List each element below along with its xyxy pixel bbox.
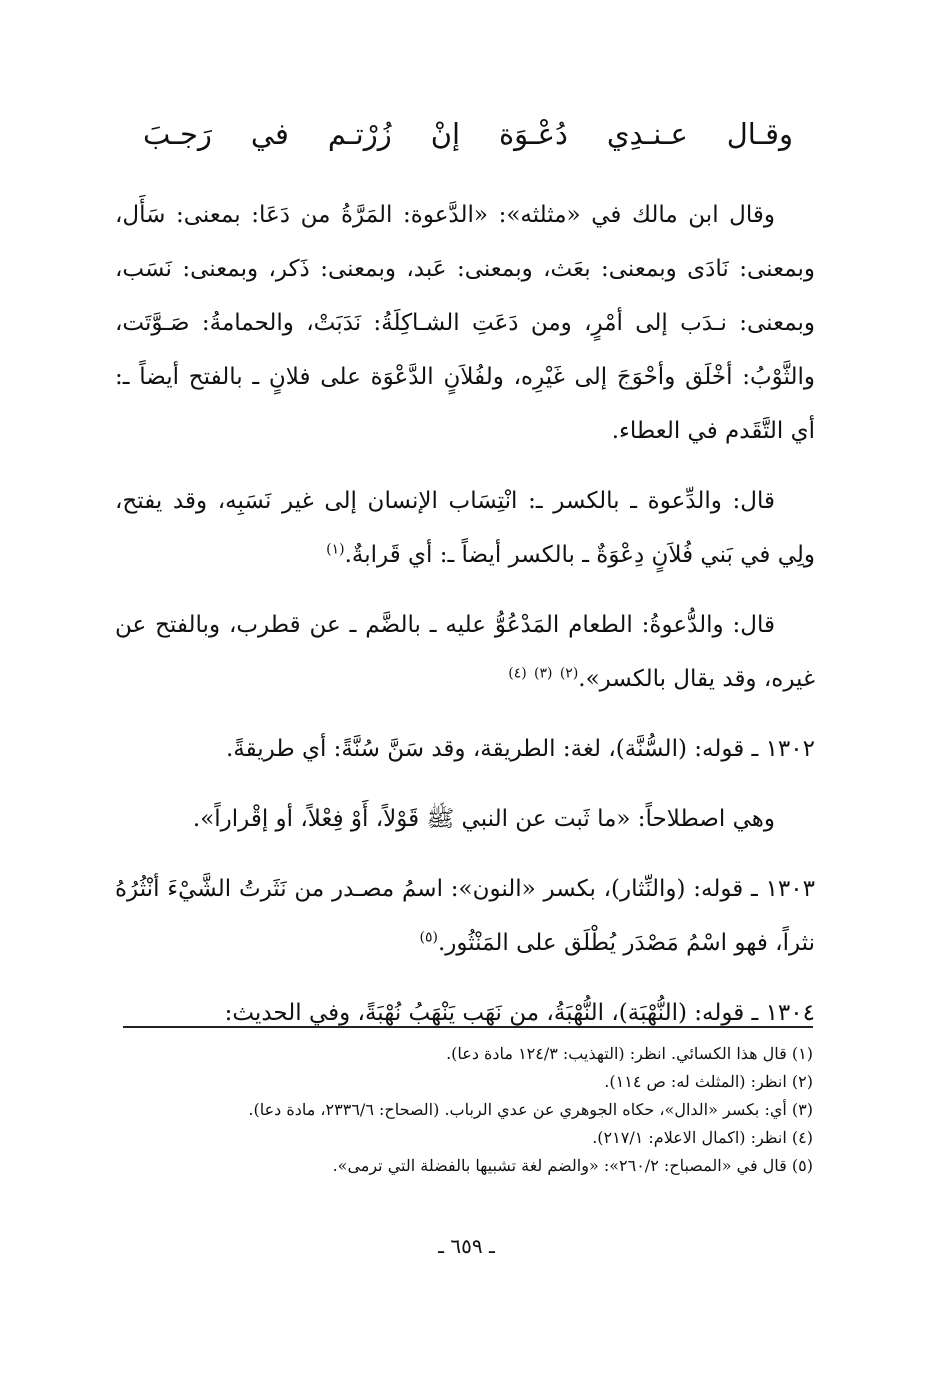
entry-1302 [115,722,815,776]
paragraph-text: ١٣٠٢ ـ قوله: (السُّنَّة)، لغة: الطريقة، وقد سَنَّ سُنَّةً: أي طريقةً. [225,736,815,762]
paragraph-kasr [115,474,815,582]
page-number: ـ ٦٥٩ ـ [438,1234,495,1258]
footnote-2: (٢) انظر: (المثلث له: ص ١١٤). [604,1072,813,1091]
verse-word: عـنـدِي [606,117,688,151]
footnote-ref-2[interactable]: (٢) [559,665,579,682]
paragraph-istilah [115,792,815,846]
poetry-verse [143,112,793,156]
paragraph-text: قال: والدِّعوة ـ بالكسر ـ: انْتِسَاب الإنسان إلى غير نَسَبِه، وقد يفتح، ولِي في بَني فُلاَنٍ دِعْوَةٌ ـ بالكسر أيضاً ـ: أي قَرابةٌ. [115,488,815,568]
verse-word: في [250,117,289,151]
paragraph-text: ١٣٠٤ ـ قوله: (النُّهْبَة)، النُّهْبَةُ، من نَهَب يَنْهَبُ نُهْبَةً، وفي الحديث: [224,1000,815,1026]
footnote-1: (١) قال هذا الكسائي. انظر: (التهذيب: ١٢٤/٣ مادة دعا). [446,1044,813,1063]
paragraph-ibn-malik [115,188,815,458]
footnote-ref-3[interactable]: (٣) [534,665,553,682]
footnote-5: (٥) قال في «المصباح: ٢٦٠/٢»: «والضم لغة تشبيها بالفضلة التي ترمى». [332,1156,813,1175]
footnote-4: (٤) انظر: (اكمال الاعلام: ٢١٧/١). [592,1128,813,1147]
verse-word: وقـال [726,117,793,151]
main-text [115,188,815,1056]
footnote-3: (٣) أي: بكسر «الدال»، حكاه الجوهري عن عدي الرباب. (الصحاح: ٢٣٣٦/٦، مادة دعا). [248,1100,813,1119]
verse-word: رَجـبَ [143,117,212,151]
verse-word: إنْ [430,117,461,151]
paragraph-text: ١٣٠٣ ـ قوله: (والنِّثار)، بكسر «النون»: اسمُ مصـدر من نَثَرتُ الشَّيْءَ أنْثُرُهُ نثراً، فهو اسْمُ مَصْدَر يُطْلَق على المَنْثُور. [115,876,815,956]
footnote-ref-5[interactable]: (٥) [419,929,438,946]
footnote-divider [123,1026,813,1028]
paragraph-damm [115,598,815,706]
paragraph-text: وهي اصطلاحاً: «ما ثَبت عن النبي ﷺ قَوْلاً، أَوْ فِعْلاً، أو إقْراراً». [192,806,775,832]
verse-word: دُعْـوَة [498,117,568,151]
entry-1304 [115,986,815,1040]
verse-word: زُرْتـم [327,117,392,151]
footnotes [113,1040,813,1180]
entry-1303 [115,862,815,970]
paragraph-text: وقال ابن مالك في «مثلثه»: «الدَّعوة: المَرَّةُ من دَعَا: بمعنى: سَأَل، وبمعنى: نَادَى وبمعنى: بعَث، وبمعنى: عَبد، وبمعنى: ذَكر، وبمعنى: نَسَب، وبمعنى: نـدَب إلى أمْرٍ، ومن دَعَتِ الشـاكِلَةُ: نَدَبَتْ، والحمامةُ: صَـوَّتَت، والثَّوْبُ: أخْلَق وأحْوَجَ إلى غَيْرِه، ولفُلاَنٍ الدَّعْوَة على فلانٍ ـ بالفتح أيضاً ـ: أي التَّقَدم في العطاء. [115,202,815,444]
footnote-ref-4[interactable]: (٤) [508,665,527,682]
paragraph-text: قال: والدُّعوةُ: الطعام المَدْعُوُّ عليه ـ بالضَّم ـ عن قطرب، وبالفتح عن غيره، وقد يقال بالكسر». [115,612,815,692]
footnote-ref-1[interactable]: (١) [326,541,345,558]
